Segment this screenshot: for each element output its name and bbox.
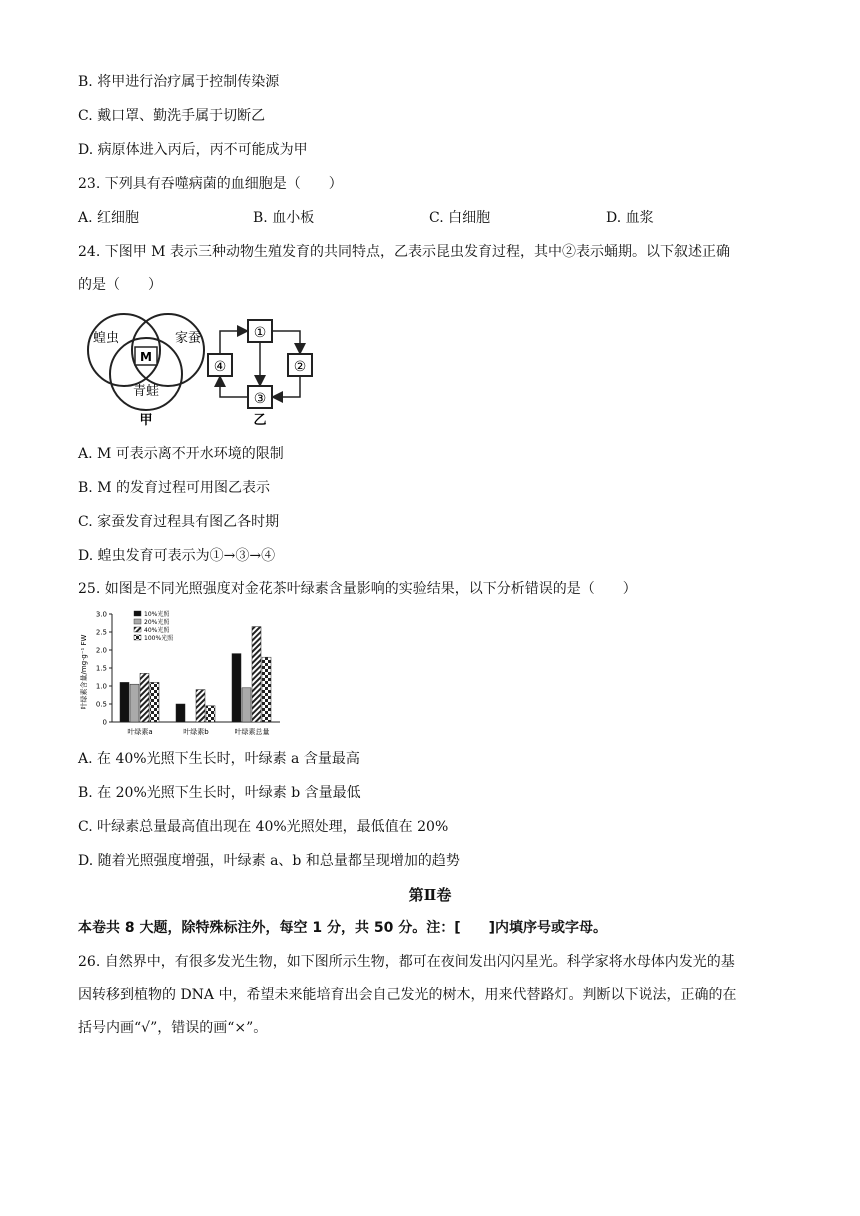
venn-diagram <box>88 314 204 428</box>
section-title: 第Ⅱ卷 <box>408 886 452 904</box>
q23-stem: 23. 下列具有吞噬病菌的血细胞是（ ） <box>78 176 343 192</box>
chart-x-labels <box>127 727 269 736</box>
chart-y-tick-label: 2.0 <box>95 646 107 655</box>
chart-x-tick-label: 叶绿素b <box>183 728 209 736</box>
chart-x-tick-label: 叶绿素a <box>127 728 153 736</box>
q23-option-c: C. 白细胞 <box>429 210 491 226</box>
chart-y-axis-label: 叶绿素含量/mg·g⁻¹ FW <box>80 634 88 710</box>
chart-bar <box>252 627 261 722</box>
q25-option-a: A. 在 40%光照下生长时，叶绿素 a 含量最高 <box>78 751 360 767</box>
cycle-label-4: ④ <box>213 359 227 375</box>
chart-bar <box>262 657 271 722</box>
q24-stem-line1: 24. 下图甲 M 表示三种动物生殖发育的共同特点，乙表示昆虫发育过程，其中②表示蛹期。以下叙述正确 <box>78 244 730 260</box>
venn-label-bottom: 青蛙 <box>132 384 160 399</box>
venn-label-left: 蝗虫 <box>92 331 120 346</box>
q22-option-c: C. 戴口罩、勤洗手属于切断乙 <box>78 108 266 124</box>
cycle-label-3: ③ <box>253 391 267 407</box>
chart-x-tick-label: 叶绿素总量 <box>234 728 270 736</box>
q24-figure <box>76 312 336 432</box>
chart-bar <box>206 706 215 722</box>
chart-bar <box>196 690 205 722</box>
chart-legend-label: 40%光照 <box>144 627 170 634</box>
chart-bar <box>150 682 159 722</box>
chart-bar <box>120 682 129 722</box>
chart-legend-swatch <box>134 619 141 624</box>
arrow-4-to-1 <box>220 331 246 354</box>
q26-line1: 26. 自然界中，有很多发光生物，如下图所示生物，都可在夜间发出闪闪星光。科学家将水母体内发光的基 <box>78 954 735 970</box>
cycle-diagram <box>208 320 312 428</box>
venn-label-right: 家蚕 <box>174 331 202 346</box>
chart-legend-swatch <box>134 611 141 616</box>
q25-stem: 25. 如图是不同光照强度对金花茶叶绿素含量影响的实验结果，以下分析错误的是（ ） <box>78 581 637 597</box>
q23-option-d: D. 血浆 <box>606 210 654 226</box>
q24-option-b: B. M 的发育过程可用图乙表示 <box>78 480 270 496</box>
chart-legend-swatch <box>134 627 141 632</box>
chart-y-tick-label: 1.0 <box>95 682 107 691</box>
cycle-label-2: ② <box>293 359 307 375</box>
chart-bar <box>242 688 251 722</box>
cycle-caption: 乙 <box>253 413 267 428</box>
chart-legend-label: 100%光照 <box>144 635 174 642</box>
chart-legend-label: 20%光照 <box>144 619 170 626</box>
q23-option-b: B. 血小板 <box>253 210 315 226</box>
chart-y-tick-label: 2.5 <box>95 628 107 637</box>
chart-y-tick-label: 1.5 <box>95 664 107 673</box>
q22-option-d: D. 病原体进入丙后，丙不可能成为甲 <box>78 142 308 158</box>
arrow-1-to-2 <box>272 331 300 352</box>
chart-bar <box>130 684 139 722</box>
q25-option-b: B. 在 20%光照下生长时，叶绿素 b 含量最低 <box>78 785 361 801</box>
chart-bars <box>120 627 271 722</box>
q25-option-c: C. 叶绿素总量最高值出现在 40%光照处理，最低值在 20% <box>78 819 449 835</box>
arrow-2-to-3 <box>274 376 300 397</box>
venn-caption: 甲 <box>139 413 153 428</box>
venn-label-center: M <box>140 350 152 364</box>
chlorophyll-bar-chart <box>76 606 286 742</box>
arrow-3-to-4 <box>220 378 248 397</box>
chart-bar <box>140 673 149 722</box>
q23-options <box>78 208 798 228</box>
q23-option-a: A. 红细胞 <box>78 210 140 226</box>
chart-y-tick-label: 0.5 <box>95 700 107 709</box>
cycle-label-1: ① <box>253 325 267 341</box>
chart-legend <box>134 610 174 642</box>
q25-option-d: D. 随着光照强度增强，叶绿素 a、b 和总量都呈现增加的趋势 <box>78 853 460 869</box>
q22-option-b: B. 将甲进行治疗属于控制传染源 <box>78 74 280 90</box>
q24-option-a: A. M 可表示离不开水环境的限制 <box>78 446 284 462</box>
chart-y-tick-label: 0 <box>102 718 107 727</box>
q24-option-d: D. 蝗虫发育可表示为①→③→④ <box>78 548 276 564</box>
chart-y-tick-label: 3.0 <box>95 610 107 619</box>
section-instructions: 本卷共 8 大题，除特殊标注外，每空 1 分，共 50 分。注：[ ]内填序号或字母。 <box>78 920 608 936</box>
q24-option-c: C. 家蚕发育过程具有图乙各时期 <box>78 514 280 530</box>
chart-legend-swatch <box>134 635 141 640</box>
chart-legend-label: 10%光照 <box>144 611 170 618</box>
chart-bar <box>232 654 241 722</box>
q24-stem-line2: 的是（ ） <box>78 277 162 293</box>
q26-line3: 括号内画“√”，错误的画“×”。 <box>78 1020 268 1036</box>
q26-line2: 因转移到植物的 DNA 中，希望未来能培育出会自己发光的树木，用来代替路灯。判断以下说法，正确的在 <box>78 987 737 1003</box>
chart-bar <box>176 704 185 722</box>
